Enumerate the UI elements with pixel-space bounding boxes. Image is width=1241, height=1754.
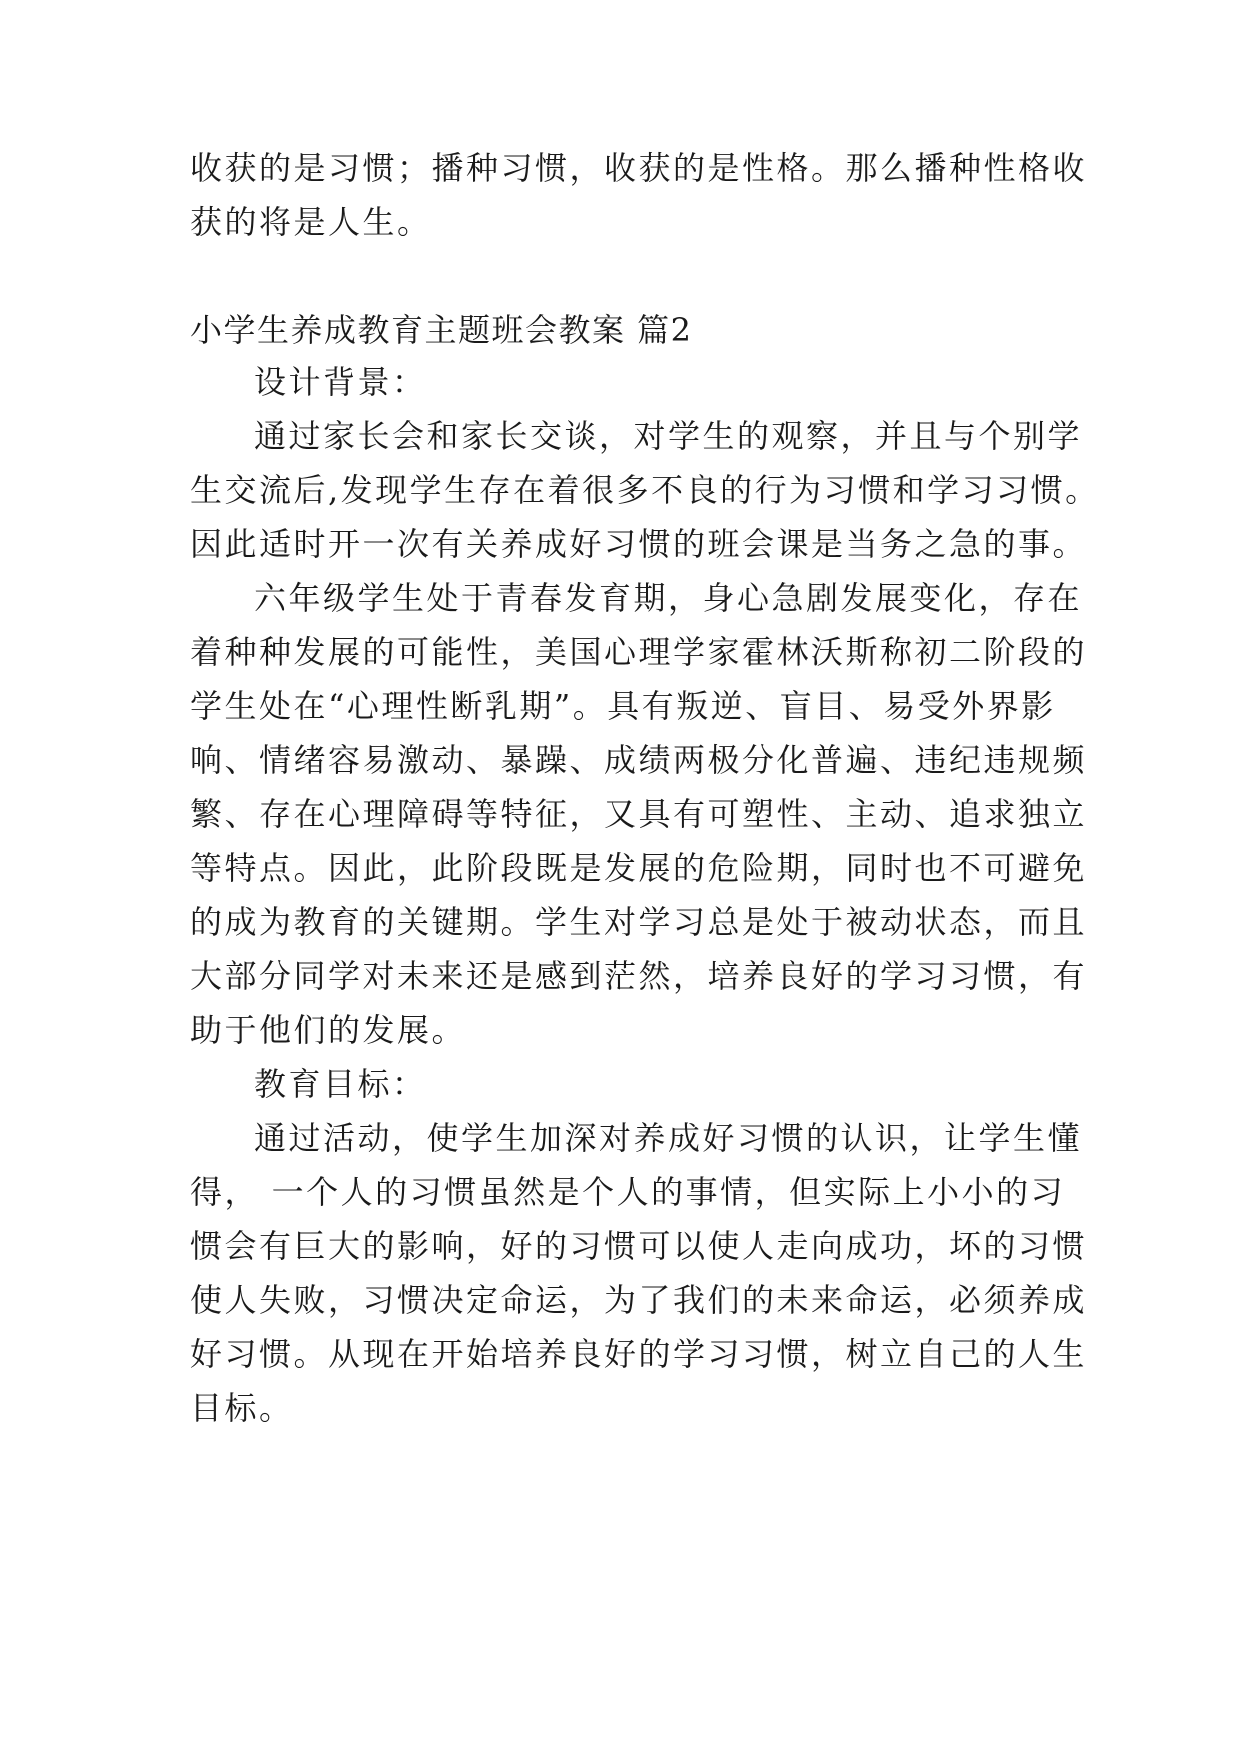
paragraph-line: 等特点。因此，此阶段既是发展的危险期，同时也不可避免	[190, 849, 1088, 887]
paragraph-line: 通过家长会和家长交谈，对学生的观察，并且与个别学	[254, 417, 1083, 455]
paragraph-line: 助于他们的发展。	[190, 1011, 467, 1049]
paragraph-line: 好习惯。从现在开始培养良好的学习习惯，树立自己的人生	[190, 1335, 1088, 1373]
paragraph-line: 因此适时开一次有关养成好习惯的班会课是当务之急的事。	[190, 525, 1088, 563]
paragraph-line: 繁、存在心理障碍等特征，又具有可塑性、主动、追求独立	[190, 795, 1088, 833]
paragraph-line: 目标。	[190, 1389, 294, 1427]
paragraph-line: 得， 一个人的习惯虽然是个人的事情，但实际上小小的习	[190, 1173, 1066, 1211]
paragraph-line: 六年级学生处于青春发育期，身心急剧发展变化，存在	[254, 579, 1083, 617]
paragraph-line: 大部分同学对未来还是感到茫然，培养良好的学习习惯，有	[190, 957, 1088, 995]
paragraph-line: 通过活动，使学生加深对养成好习惯的认识，让学生懂	[254, 1119, 1083, 1157]
paragraph-line: 响、情绪容易激动、暴躁、成绩两极分化普遍、违纪违规频	[190, 741, 1088, 779]
section-title: 小学生养成教育主题班会教案 篇2	[190, 311, 693, 349]
goal-heading: 教育目标：	[254, 1065, 427, 1103]
paragraph-line: 惯会有巨大的影响，好的习惯可以使人走向成功，坏的习惯	[190, 1227, 1088, 1265]
intro-line: 收获的是习惯；播种习惯，收获的是性格。那么播种性格收	[190, 149, 1088, 187]
intro-line: 获的将是人生。	[190, 203, 432, 241]
paragraph-line: 着种种发展的可能性，美国心理学家霍林沃斯称初二阶段的	[190, 633, 1088, 671]
background-heading: 设计背景：	[254, 363, 427, 401]
paragraph-line: 学生处在“心理性断乳期”。具有叛逆、盲目、易受外界影	[190, 687, 1056, 725]
paragraph-line: 生交流后,发现学生存在着很多不良的行为习惯和学习习惯。	[190, 471, 1100, 509]
paragraph-line: 使人失败，习惯决定命运，为了我们的未来命运，必须养成	[190, 1281, 1088, 1319]
paragraph-line: 的成为教育的关键期。学生对学习总是处于被动状态，而且	[190, 903, 1088, 941]
